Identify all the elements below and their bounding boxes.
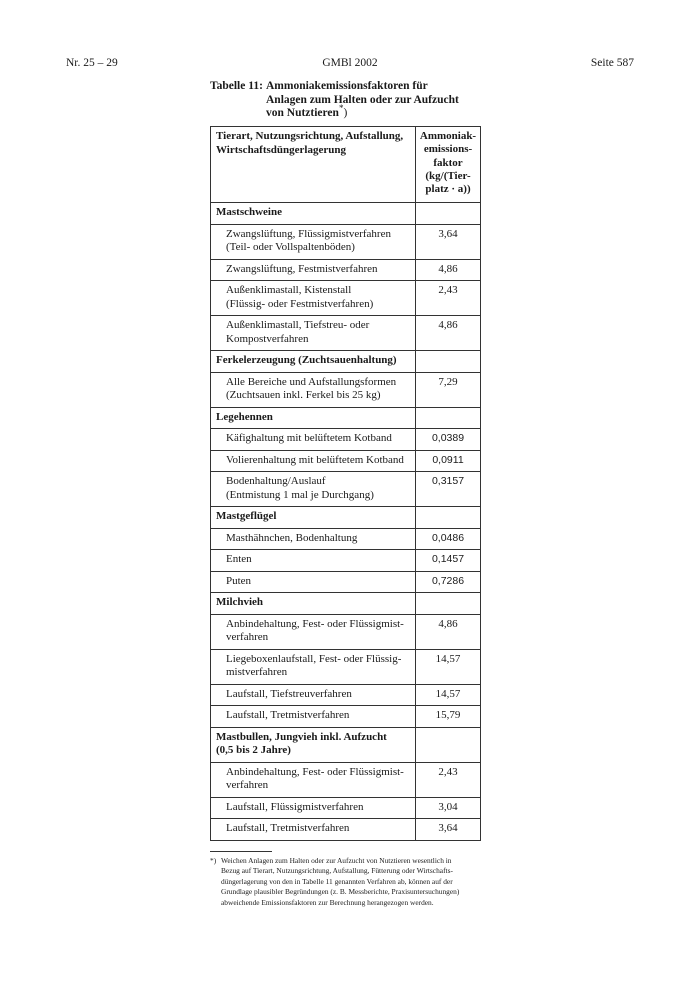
row-label [211, 706, 416, 728]
column-header-factor-line: faktor [433, 156, 463, 169]
row-label-line: Anbindehaltung, Fest- oder Flüssigmist- [226, 765, 404, 778]
column-header-category [211, 127, 416, 203]
row-value: 0,0911 [416, 450, 481, 472]
page-header-journal: GMBl 2002 [322, 57, 378, 69]
group-title [211, 203, 416, 225]
row-label-line: Volierenhaltung mit belüftetem Kotband [226, 453, 404, 466]
table-caption-line-text: von Nutztieren [266, 107, 339, 119]
table-row [211, 614, 481, 649]
group-title-line: Milchvieh [216, 596, 264, 609]
table-row [211, 649, 481, 684]
group-value-empty [416, 351, 481, 373]
table-row [211, 429, 481, 451]
row-label [211, 649, 416, 684]
table-group-row [211, 407, 481, 429]
row-label-line: Masthähnchen, Bodenhaltung [226, 531, 358, 544]
row-value: 4,86 [416, 316, 481, 351]
row-label [211, 528, 416, 550]
row-value: 0,3157 [416, 472, 481, 507]
row-label-line: (Teil- oder Vollspaltenböden) [226, 241, 355, 254]
row-value: 2,43 [416, 281, 481, 316]
table-caption-title [266, 80, 506, 121]
row-value: 3,64 [416, 819, 481, 841]
row-label-line: Kompostverfahren [226, 332, 309, 345]
table-header-row [211, 127, 481, 203]
page-header-issue: Nr. 25 – 29 [66, 57, 118, 69]
row-label [211, 762, 416, 797]
group-value-empty [416, 203, 481, 225]
row-label-line: Enten [226, 553, 252, 566]
footnote-line: Bezug auf Tierart, Nutzungsrichtung, Aufstallung, Fütterung oder Wirtschafts- [221, 866, 453, 876]
row-label [211, 571, 416, 593]
table-group-row [211, 203, 481, 225]
row-value: 0,0486 [416, 528, 481, 550]
table-row [211, 224, 481, 259]
table-row [211, 797, 481, 819]
footnote-mark: *) [210, 856, 217, 865]
row-value: 2,43 [416, 762, 481, 797]
row-label-line: Alle Bereiche und Aufstallungsformen [226, 375, 397, 388]
footnote-line: Grundlage plausibler Begründungen (z. B. Messberichte, Praxisuntersuchungen) [221, 887, 460, 897]
row-label-line: verfahren [226, 779, 269, 792]
row-value: 4,86 [416, 614, 481, 649]
row-label [211, 224, 416, 259]
row-value: 0,1457 [416, 550, 481, 572]
group-value-empty [416, 507, 481, 529]
group-title-line: Legehennen [216, 410, 273, 423]
row-value: 3,64 [416, 224, 481, 259]
table-caption-line [266, 103, 506, 121]
table-row [211, 372, 481, 407]
row-label [211, 429, 416, 451]
row-label [211, 316, 416, 351]
table-group-row [211, 727, 481, 762]
group-title [211, 507, 416, 529]
table-row [211, 472, 481, 507]
group-title [211, 351, 416, 373]
group-title-line: Mastgeflügel [216, 510, 277, 523]
table-row [211, 762, 481, 797]
row-label [211, 372, 416, 407]
column-header-category-line: Tierart, Nutzungsrichtung, Aufstallung, [216, 130, 404, 142]
column-header-category-line: Wirtschaftsdüngerlagerung [216, 143, 346, 156]
row-label-line: (Zuchtsauen inkl. Ferkel bis 25 kg) [226, 389, 381, 402]
row-label-line: Zwangslüftung, Festmistverfahren [226, 262, 378, 275]
row-label-line: Laufstall, Tiefstreuverfahren [226, 687, 352, 700]
row-label [211, 450, 416, 472]
row-label [211, 281, 416, 316]
column-header-factor-line: Ammoniak- [419, 130, 477, 142]
row-value: 15,79 [416, 706, 481, 728]
row-value: 14,57 [416, 684, 481, 706]
column-header-factor-line: (kg/(Tier- [425, 169, 471, 182]
row-value: 0,0389 [416, 429, 481, 451]
row-value: 7,29 [416, 372, 481, 407]
group-title-line: Ferkelerzeugung (Zuchtsauenhaltung) [216, 354, 397, 367]
table-row [211, 550, 481, 572]
table-row [211, 819, 481, 841]
row-label-line: Zwangslüftung, Flüssigmistverfahren [226, 227, 391, 240]
table-row [211, 281, 481, 316]
footnote-reference: * [338, 103, 344, 114]
row-label [211, 819, 416, 841]
table-row [211, 316, 481, 351]
table-row [211, 571, 481, 593]
row-value: 4,86 [416, 259, 481, 281]
table-caption-line: Anlagen zum Halten oder zur Aufzucht [266, 93, 459, 106]
table-row [211, 450, 481, 472]
group-value-empty [416, 593, 481, 615]
column-header-factor [416, 127, 481, 203]
row-label [211, 259, 416, 281]
table-group-row [211, 593, 481, 615]
row-value: 14,57 [416, 649, 481, 684]
table-caption-line: Ammoniakemissionsfaktoren für [266, 80, 428, 92]
row-label-line: (Flüssig- oder Festmistverfahren) [226, 297, 374, 310]
table-row [211, 706, 481, 728]
row-label-line: Liegeboxenlaufstall, Fest- oder Flüssig- [226, 652, 402, 665]
emission-factor-table [210, 126, 481, 841]
row-label-line: Außenklimastall, Tiefstreu- oder [226, 319, 370, 332]
footnote-line: düngerlagerung von den in Tabelle 11 genannten Verfahren ab, können auf der [221, 876, 453, 886]
footnote-rule [210, 851, 272, 852]
footnote-reference-paren: ) [343, 107, 348, 119]
row-label [211, 550, 416, 572]
group-title [211, 593, 416, 615]
row-label [211, 797, 416, 819]
group-title-line: (0,5 bis 2 Jahre) [216, 744, 291, 757]
table-row [211, 259, 481, 281]
row-label-line: Bodenhaltung/Auslauf [226, 475, 326, 488]
table-caption-label: Tabelle 11: [210, 80, 263, 92]
group-title [211, 727, 416, 762]
column-header-factor-line: emissions- [423, 143, 473, 156]
row-label-line: (Entmistung 1 mal je Durchgang) [226, 488, 374, 501]
group-title-line: Mastbullen, Jungvieh inkl. Aufzucht [216, 730, 387, 743]
row-value: 0,7286 [416, 571, 481, 593]
group-value-empty [416, 407, 481, 429]
row-value: 3,04 [416, 797, 481, 819]
row-label-line: Laufstall, Tretmistverfahren [226, 709, 350, 722]
page-header-page-number: Seite 587 [590, 57, 634, 69]
table-row [211, 684, 481, 706]
footnote-line: Weichen Anlagen zum Halten oder zur Aufzucht von Nutztieren wesentlich in [221, 856, 452, 865]
footnote-line: abweichende Emissionsfaktoren zur Berechnung herangezogen werden. [221, 897, 434, 907]
footnote-text [221, 856, 482, 908]
row-label-line: verfahren [226, 631, 269, 644]
table-group-row [211, 351, 481, 373]
table-row [211, 528, 481, 550]
row-label-line: Laufstall, Flüssigmistverfahren [226, 800, 364, 813]
group-title [211, 407, 416, 429]
column-header-factor-line: platz · a)) [425, 183, 471, 196]
row-label-line: mistverfahren [226, 666, 288, 679]
row-label-line: Außenklimastall, Kistenstall [226, 284, 352, 297]
table-group-row [211, 507, 481, 529]
row-label-line: Puten [226, 574, 252, 587]
row-label-line: Laufstall, Tretmistverfahren [226, 822, 350, 835]
row-label-line: Käfighaltung mit belüftetem Kotband [226, 432, 392, 445]
group-title-line: Mastschweine [216, 206, 282, 219]
row-label [211, 614, 416, 649]
row-label [211, 472, 416, 507]
row-label [211, 684, 416, 706]
row-label-line: Anbindehaltung, Fest- oder Flüssigmist- [226, 617, 404, 630]
group-value-empty [416, 727, 481, 762]
